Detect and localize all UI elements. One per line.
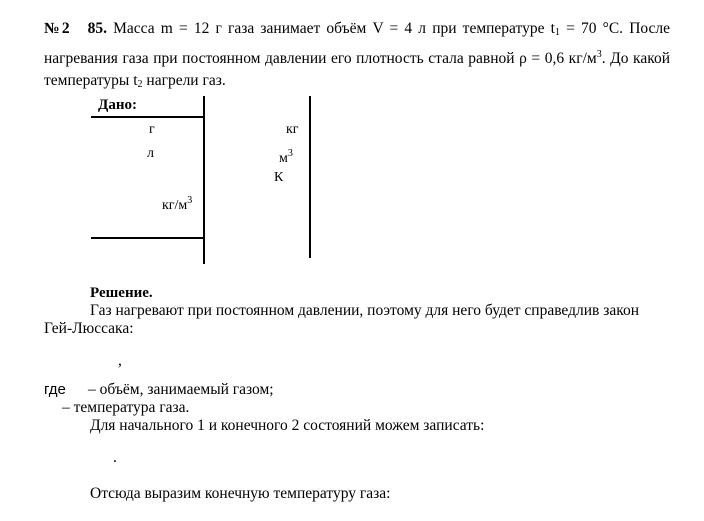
unit-m3: $м^3$ bbox=[279, 148, 293, 166]
problem-text-2: = 70 °С. После нагревания газа при постоянном давлении его плотность стала равной ρ = 0,6 кг/м bbox=[44, 20, 671, 67]
states-line: Для начального 1 и конечного 2 состояний можем записать: bbox=[90, 417, 485, 434]
formula-period: . bbox=[113, 449, 117, 466]
solution-line-1: Газ нагревают при постоянном давлении, поэтому для него будет справедлив закон bbox=[90, 302, 640, 319]
superscript-1: 3 bbox=[596, 49, 602, 60]
unit-kg: кг bbox=[286, 122, 299, 137]
problem-text-3: . До какой температуры t bbox=[44, 50, 670, 89]
problem-statement bbox=[44, 18, 670, 96]
where-volume: – объём, занимаемый газом; bbox=[88, 381, 274, 398]
problem-number: №2 bbox=[44, 20, 70, 37]
final-line: Отсюда выразим конечную температуру газа: bbox=[90, 485, 391, 502]
given-top-rule bbox=[91, 116, 205, 118]
solution-line-2: Гей-Люссака: bbox=[44, 320, 134, 337]
problem-text-4: нагрели газ. bbox=[142, 72, 226, 89]
where-temperature: – температура газа. bbox=[62, 399, 190, 416]
given-title: Дано: bbox=[98, 97, 137, 113]
unit-kelvin: К bbox=[274, 170, 284, 185]
problem-text-1: Масса m = 12 г газа занимает объём V = 4 л при температуре t bbox=[113, 20, 555, 37]
formula-comma: , bbox=[118, 352, 122, 369]
subscript-2: 2 bbox=[137, 79, 143, 90]
unit-density: $кг/м^3$ bbox=[162, 195, 193, 213]
given-bottom-rule bbox=[91, 237, 205, 239]
unit-liter: л bbox=[147, 146, 154, 161]
solution-title: Решение. bbox=[90, 285, 153, 301]
subscript-1: 1 bbox=[554, 27, 560, 38]
unit-density-sup: 3 bbox=[187, 195, 193, 206]
where-label: где bbox=[44, 381, 66, 398]
unit-gram: г bbox=[149, 122, 155, 137]
task-number: 85. bbox=[87, 20, 107, 37]
si-divider bbox=[309, 96, 311, 258]
unit-m3-sup: 3 bbox=[287, 148, 293, 159]
